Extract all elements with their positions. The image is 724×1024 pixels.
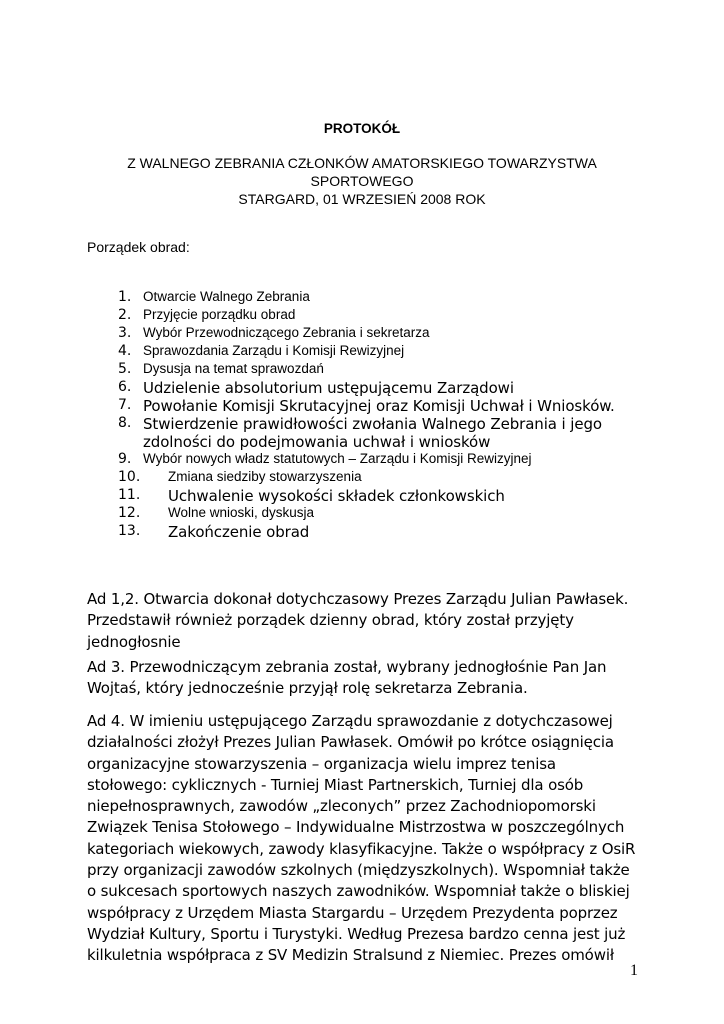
item-text: Uchwalenie wysokości składek członkowskich [168,487,505,505]
text-line: współpracy z Urzędem Miasta Stargardu – Urzędem Prezydenta poprzez [87,903,618,922]
item-number: 5. [118,361,132,377]
list-item [118,379,615,397]
item-number: 7. [118,397,132,413]
list-item [118,397,615,415]
paragraph-ad-3 [87,657,606,700]
item-text: Przyjęcie porządku obrad [143,307,296,322]
paragraph-ad-1-2 [87,589,628,653]
text-line: Związek Tenisa Stołowego – Indywidualne Mistrzostwa w poszczególnych [87,818,625,837]
item-number: 9. [118,451,132,467]
list-item [118,505,615,523]
item-text-line: zdolności do podejmowania uchwał i wniosków [143,433,491,451]
text-line: Ad 3. Przewodniczącym zebrania został, wybrany jednogłośnie Pan Jan [87,658,607,676]
agenda-list [118,289,615,541]
item-text: Zakończenie obrad [168,523,310,541]
item-text-line: Stwierdzenie prawidłowości zwołania Walnego Zebrania i jego [143,415,602,433]
list-item [118,487,615,505]
text-line: działalności złożył Prezes Julian Pawłasek. Omówił po krótce osiągnięcia [87,733,614,752]
paragraph-ad-4 [87,711,635,967]
text-line: kilkuletnia współpraca z SV Medizin Stralsund z Niemiec. Prezes omówił [87,946,614,965]
list-item [118,523,615,541]
item-text: Dysusja na temat sprawozdań [143,361,324,376]
item-text: Wybór Przewodniczącego Zebrania i sekretarza [143,325,430,340]
text-line: organizacyjne stowarzyszenia – organizacja wielu imprez tenisa [87,754,556,773]
list-item [118,289,615,307]
page-number: 1 [630,962,638,979]
list-item [118,343,615,361]
text-line: Wydział Kultury, Sportu i Turystyki. Według Prezesa bardzo cenna jest już [87,924,626,943]
text-line: Wojtaś, który jednocześnie przyjął rolę sekretarza Zebrania. [87,679,528,698]
subtitle-line: SPORTOWEGO [310,173,414,189]
document-subtitle [0,154,724,208]
text-line: przy organizacji zawodów szkolnych (międzyszkolnych). Wspomniał także [87,861,630,880]
list-item [118,361,615,379]
text-line: kategoriach wiekowych, zawody klasyfikacyjne. Także o współpracy z OsiR [87,839,636,858]
item-number: 13. [118,523,141,539]
list-item [118,325,615,343]
text-line: o sukcesach sportowych naszych zawodników. Wspomniał także o bliskiej [87,882,630,901]
item-number: 2. [118,307,132,323]
item-number: 3. [118,325,132,341]
text-line: stołowego: cyklicznych - Turniej Miast Partnerskich, Turniej dla osób [87,775,584,794]
text-line: Przedstawił również porządek dzienny obrad, który został przyjęty [87,611,574,630]
text-line: niepełnosprawnych, zawodów „zleconych” przez Zachodniopomorski [87,797,596,816]
list-item [118,415,615,451]
document-title: PROTOKÓŁ [323,121,401,136]
item-number: 1. [118,289,132,305]
subtitle-line: STARGARD, 01 WRZESIEŃ 2008 ROK [238,191,486,207]
item-number: 11. [118,487,141,503]
item-text: Zmiana siedziby stowarzyszenia [168,469,362,484]
item-number: 6. [118,379,132,395]
item-number: 10. [118,469,141,485]
item-text: Udzielenie absolutorium ustępującemu Zarządowi [143,379,514,397]
item-text: Otwarcie Walnego Zebrania [143,289,310,304]
item-text [143,415,602,451]
list-item [118,469,615,487]
item-number: 4. [118,343,132,359]
subtitle-line: Z WALNEGO ZEBRANIA CZŁONKÓW AMATORSKIEGO TOWARZYSTWA [127,155,597,171]
item-text: Wybór nowych władz statutowych – Zarządu i Komisji Rewizyjnej [143,451,532,466]
text-line: jednogłosnie [87,632,181,651]
list-item [118,307,615,325]
item-number: 8. [118,415,132,431]
list-item [118,451,615,469]
text-line: Ad 1,2. Otwarcia dokonał dotychczasowy Prezes Zarządu Julian Pawłasek. [87,590,629,608]
item-number: 12. [118,505,141,521]
text-line: Ad 4. W imieniu ustępującego Zarządu sprawozdanie z dotychczasowej [87,712,613,730]
item-text: Wolne wnioski, dyskusja [168,505,315,520]
item-text: Powołanie Komisji Skrutacyjnej oraz Komisji Uchwał i Wniosków. [143,397,615,415]
item-text: Sprawozdania Zarządu i Komisji Rewizyjnej [143,343,405,358]
agenda-label: Porządek obrad: [87,239,190,255]
